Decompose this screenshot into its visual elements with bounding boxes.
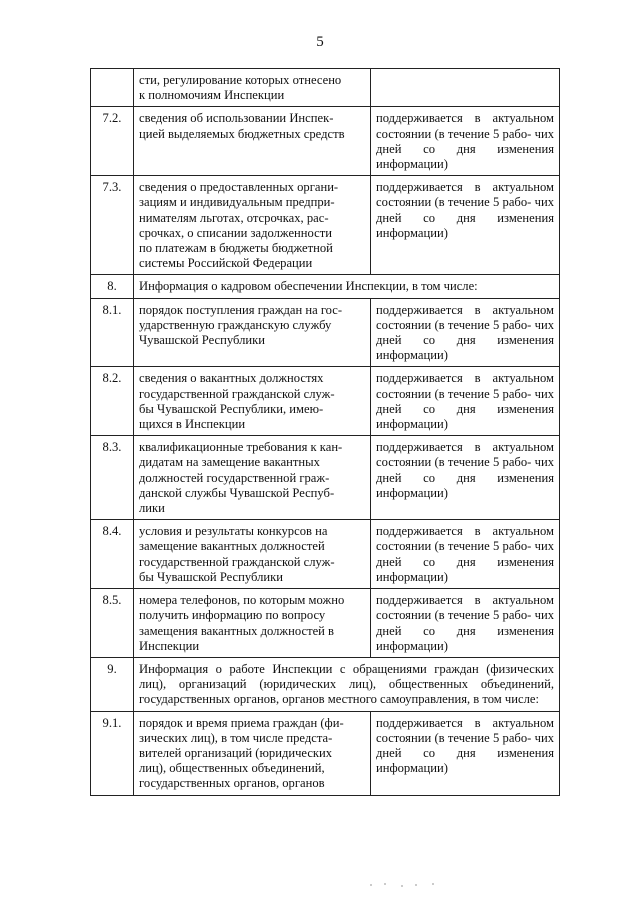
row-number: 8.5. (91, 589, 134, 658)
description-line: сти, регулирование которых отнесено (139, 73, 342, 87)
description-line: щихся в Инспекции (139, 417, 246, 432)
row-number: 8.4. (91, 520, 134, 589)
item-status: поддерживается в актуальном состоянии (в течение 5 рабо- чих дней со дня изменения информации) (371, 176, 560, 275)
row-number: 9. (91, 657, 134, 711)
table-row (91, 176, 560, 275)
section-row (91, 657, 560, 711)
table-row (91, 367, 560, 436)
item-status: поддерживается в актуальном состоянии (в течение 5 рабо- чих дней со дня изменения информации) (371, 436, 560, 520)
table-row (91, 520, 560, 589)
item-description (134, 436, 371, 520)
item-description (134, 589, 371, 658)
description-line: порядок поступления граждан на гос- (139, 302, 343, 317)
section-heading: Информация о кадровом обеспечении Инспекции, в том числе: (134, 275, 560, 298)
section-row (91, 275, 560, 298)
item-status: поддерживается в актуальном состоянии (в течение 5 рабо- чих дней со дня изменения информации) (371, 520, 560, 589)
item-status: поддерживается в актуальном состоянии (в течение 5 рабо- чих дней со дня изменения информации) (371, 367, 560, 436)
description-line: сведения об использовании Инспек- (139, 111, 334, 126)
description-line: государственной гражданской служ- (139, 554, 335, 569)
item-status: поддерживается в актуальном состоянии (в течение 5 рабо- чих дней со дня изменения информации) (371, 589, 560, 658)
table-body (91, 69, 560, 796)
description-line: системы Российской Федерации (139, 256, 313, 271)
description-line: сведения о предоставленных органи- (139, 180, 339, 195)
description-line: зациям и индивидуальным предпри- (139, 195, 335, 210)
description-line: Инспекции (139, 638, 200, 653)
item-description (134, 107, 371, 176)
description-line: замещение вакантных должностей (139, 539, 325, 554)
description-line: номера телефонов, по которым можно (139, 593, 345, 608)
description-line: данской службы Чувашской Респуб- (139, 485, 335, 500)
description-line: ударственную гражданскую службу (139, 317, 332, 332)
row-number: 7.3. (91, 176, 134, 275)
description-line: вителей организаций (юридических (139, 745, 333, 760)
description-line: получить информацию по вопросу (139, 608, 326, 623)
description-line: срочках, о списании задолженности (139, 225, 332, 240)
scan-noise (370, 882, 450, 888)
description-line: государственной гражданской служ- (139, 386, 335, 401)
item-description (134, 520, 371, 589)
row-number: 8.3. (91, 436, 134, 520)
description-line: условия и результаты конкурсов на (139, 524, 328, 539)
item-description (134, 176, 371, 275)
description-line: должностей государственной граж- (139, 470, 330, 485)
description-line: бы Чувашской Республики (139, 569, 283, 584)
row-number: 8.2. (91, 367, 134, 436)
item-status: поддерживается в актуальном состоянии (в течение 5 рабо- чих дней со дня изменения информации) (371, 107, 560, 176)
description-line: нимателям льготах, отсрочках, рас- (139, 210, 329, 225)
item-description (134, 69, 371, 107)
item-description (134, 298, 371, 367)
item-status: поддерживается в актуальном состоянии (в течение 5 рабо- чих дней со дня изменения информации) (371, 298, 560, 367)
description-line: лики (139, 501, 165, 516)
description-line: порядок и время приема граждан (фи- (139, 715, 344, 730)
section-heading: Информация о работе Инспекции с обращениями граждан (физических лиц), организаций (юридических лиц), общественных объединений, государственных органов, органов местного самоуправления, в том числе: (134, 657, 560, 711)
table-row (91, 711, 560, 795)
description-line: зических лиц), в том числе предста- (139, 730, 333, 745)
table-row (91, 69, 560, 107)
item-status (371, 69, 560, 107)
row-number: 9.1. (91, 711, 134, 795)
description-line: государственных органов, органов (139, 776, 325, 791)
description-line: Чувашской Республики (139, 333, 265, 348)
description-line: дидатам на замещение вакантных (139, 455, 320, 470)
row-number: 8.1. (91, 298, 134, 367)
description-line: по платежам в бюджеты бюджетной (139, 241, 333, 256)
row-number: 7.2. (91, 107, 134, 176)
item-description (134, 711, 371, 795)
description-line: сведения о вакантных должностях (139, 371, 324, 386)
description-line: бы Чувашской Республики, имею- (139, 401, 324, 416)
description-line: квалификационные требования к кан- (139, 440, 343, 455)
row-number: 8. (91, 275, 134, 298)
item-status: поддерживается в актуальном состоянии (в течение 5 рабо- чих дней со дня изменения информации) (371, 711, 560, 795)
description-line: к полномочиям Инспекции (139, 88, 285, 103)
row-number (91, 69, 134, 107)
table-row (91, 589, 560, 658)
table-row (91, 107, 560, 176)
page-number: 5 (316, 34, 324, 50)
table-row (91, 298, 560, 367)
item-description (134, 367, 371, 436)
description-line: лиц), общественных объединений, (139, 761, 325, 776)
description-line: замещения вакантных должностей в (139, 623, 335, 638)
description-line: цией выделяемых бюджетных средств (139, 126, 345, 141)
information-table (90, 68, 560, 796)
table-row (91, 436, 560, 520)
